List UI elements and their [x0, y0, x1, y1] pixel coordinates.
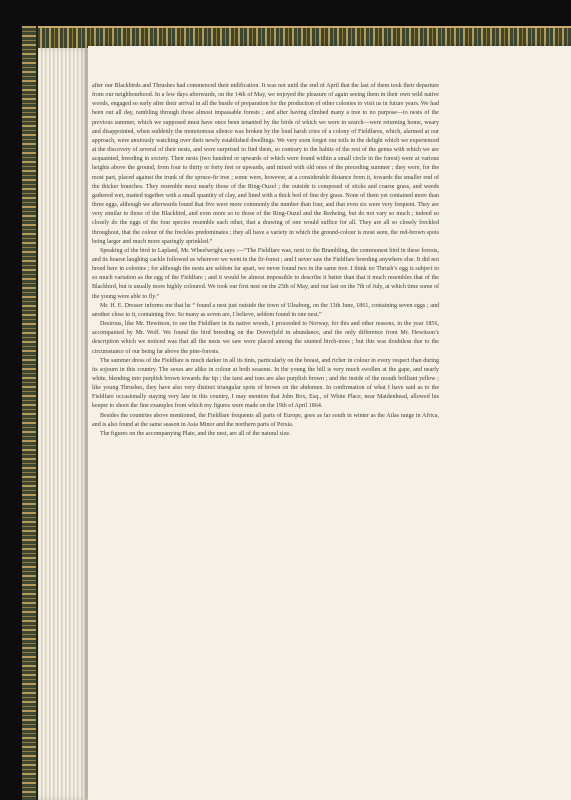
paragraph-2: Speaking of the bird in Lapland, Mr. Wheelwright says :—“The Fieldfare was, next to the Brambling, the commonest bird in these forests, and its hoarse laughing cackle followed us wherever we went in the fir-forest ; and I never saw the Fieldfare breeding anywhere else. It did not breed here in colonies ; for although the nests are seldom far apart, we never found two in the same tree. I think no Thrush’s egg is subject to so much variation as the egg of the Fieldfare ; and it would be almost impossible to describe it better than that it much resembles that of the Blackbird, but is usually more highly coloured. We took our first nest on the 25th of May, and our last on the 7th of July, at which time some of the young were able to fly.”	[92, 247, 439, 300]
paragraph-1: after our Blackbirds and Thrushes had commenced their nidification. It was not until the end of April that the last of them took their departure from our neighbourhood. In a few days afterwards, on the 14th of May, we enjoyed the pleasure of again seeing them in their own wild native woods, engaged so early after their arrival in all the bustle of preparation for the production of other colonies to visit us in future years. We had been out all day, rambling through those almost impassable forests ; and after having climbed many a tree to no purpose—to nests of the previous summer, which we supposed must have once been tenanted by the birds of which we were in search—were returning home, weary and disappointed, when suddenly the monotonous silence was broken by the loud harsh cries of a colony of Fieldfares, which, alarmed at our approach, were anxiously watching over their newly established dwellings. We very soon forgot our toils in the delight which we experienced at the discovery of several of their nests, and were surprised to find them, so contrary to the habits of the rest of the genus with which we are acquainted, breeding in society. Their nests (two hundred or upwards of which were found within a small circle in the forest) were at various heights above the ground, from four to thirty or forty feet or upwards, and mixed with old ones of the preceding summer ; they were, for the most part, placed against the trunk of the spruce-fir tree ; some were, however, at a considerable distance from it, towards the smaller end of the thicker branches. They resemble most nearly those of the Ring-Ouzel ; the outside is composed of sticks and coarse grass, and weeds gathered wet, matted together with a small quantity of clay, and lined with a thick bed of fine dry grass. None of them yet contained more than three eggs, although we afterwards found that five were more commonly the number than four, and that even six were very frequent. They are very similar to those of the Blackbird, and even more so to those of the Ring-Ouzel and the Redwing, but do not vary so much ; indeed so closely do the eggs of the four species resemble each other, that a drawing of one would suffice for all. They are all so closely freckled throughout, that the colour of the freckles predominates ; they all have a variety in which the ground-colour is most seen, the red-brown spots being larger and much more sparingly sprinkled.”	[92, 83, 439, 245]
paragraph-3: Mr. H. E. Dresser informs me that he “ found a nest just outside the town of Uleaborg, on the 13th June, 1861, containing seven eggs ; and another close to it, containing five. So many as seven are, I believe, seldom found in one nest.”	[92, 302, 439, 318]
page-stack-edge	[38, 48, 90, 800]
page-text	[92, 82, 439, 439]
paragraph-6: Besides the countries above mentioned, the Fieldfare frequents all parts of Europe, goes as far south in winter as the Atlas range in Africa, and is also found at the same season in Asia Minor and the northern parts of Persia.	[92, 412, 439, 428]
paragraph-7: The figures on the accompanying Plate, and the nest, are all of the natural size.	[100, 430, 291, 437]
paragraph-5: The summer dress of the Fieldfare is much darker in all its tints, particularly on the breast, and richer in colour in every respect than during its sojourn in this country. The sexes are alike in colour at both seasons. In the young the bill is very much swollen at the gape, and nearly white, blending into purplish brown towards the tip ; the tarsi and toes are also purplish brown ; and the inside of the mouth brilliant yellow ; like young Thrushes, they have also very distinct triangular spots of brown on the abdomen. In confirmation of what I have said as to the Fieldfare occasionally staying very late in this country, I may mention that John Box, Esq., of White Place, near Maidenhead, allowed his keeper to shoot the fine examples from which my figures were made on the 19th of April 1864.	[92, 357, 439, 410]
gilt-border-left	[22, 26, 38, 800]
paragraph-4: Desirous, like Mr. Hewitson, to see the Fieldfare in its native woods, I proceeded to Norway, for this and other reasons, in the year 1856, accompanied by Mr. Wolf. We found the bird breeding on the Dovrefjeld in abundance, and the only difference from Mr. Hewitson’s description which we noticed was that all the nests we saw were placed among the stunted birch-trees ; but this was doubtless due to the circumstance of our being far above the pine-forests.	[92, 321, 439, 355]
